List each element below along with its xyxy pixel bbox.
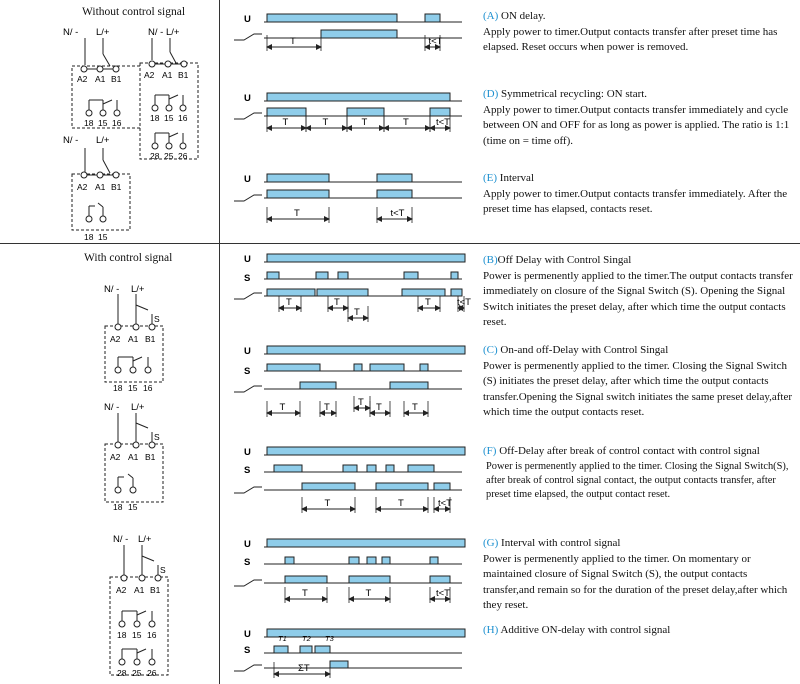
- wiring-d-a2: A2: [144, 70, 155, 80]
- e-dim-tl-label: t<T: [390, 208, 405, 219]
- h-contact-symbol: [234, 665, 262, 671]
- mode-e: [483, 171, 793, 218]
- f-dim-tl-label: t<T: [438, 498, 452, 509]
- mode-e-title: Interval: [499, 172, 534, 184]
- h-t3-label: T3: [325, 634, 334, 643]
- g-u-pulse: [267, 539, 465, 547]
- g-u-label: U: [244, 539, 251, 550]
- b-s-pulse: [451, 272, 458, 279]
- mode-f-text: Power is permenently applied to the timer. Closing the Signal Switch(S), after break of control signal contact, the output contacts transfer, after preset time elapsed, the output contact reset.: [486, 460, 789, 500]
- e-out-pulse: [377, 190, 412, 198]
- h-out-pulse: [330, 661, 348, 668]
- wiring-d-25: 25: [164, 151, 174, 161]
- g-out-pulse: [430, 576, 450, 583]
- a-u-pulse: [425, 14, 440, 22]
- section-title-without: Without control signal: [82, 6, 186, 18]
- wiring-b-a1: A1: [128, 334, 139, 344]
- b-s-pulse: [404, 272, 418, 279]
- mode-h: [483, 623, 793, 639]
- d-contact-symbol: [234, 113, 262, 119]
- g-s-pulse: [430, 557, 438, 564]
- f-contact-symbol: [234, 487, 262, 493]
- h-u-pulse: [267, 629, 465, 637]
- e-u-pulse: [267, 174, 329, 182]
- wiring-e-15: 15: [98, 232, 108, 242]
- wiring-g-s: S: [160, 565, 166, 575]
- h-s-pulse: [315, 646, 330, 653]
- d-out-pulse: [430, 108, 450, 116]
- wiring-b-l: L/+: [131, 284, 145, 295]
- mode-c: [483, 343, 793, 421]
- b-s-pulse: [267, 272, 279, 279]
- wiring-a-n: N/ -: [63, 27, 79, 38]
- g-s-pulse: [285, 557, 294, 564]
- mode-b-title: Off Delay with Control Singal: [497, 254, 632, 266]
- b-dim-t4-label: T: [425, 297, 431, 308]
- d-dim-t1-label: T: [282, 117, 289, 128]
- mode-d-text: Apply power to timer.Output contacts transfer immediately and cycle between ON and OFF for as long as power is applied. The ratio is 1:1 (time on = time off).: [483, 103, 790, 147]
- mode-h-title: Additive ON-delay with control signal: [500, 624, 671, 636]
- wiring-e-b1: B1: [111, 182, 122, 192]
- d-dim-t4-label: T: [403, 117, 409, 128]
- wiring-e-l: L/+: [96, 135, 110, 146]
- c-dim-t4-label: T: [376, 402, 382, 413]
- h-s-pulse: [300, 646, 312, 653]
- wiring-b-16: 16: [143, 383, 153, 393]
- b-out-pulse: [267, 289, 315, 296]
- wiring-f-a2: A2: [110, 452, 121, 462]
- b-dim-t2-label: T: [334, 297, 340, 308]
- a-contact-symbol: [234, 34, 262, 40]
- f-u-pulse: [267, 447, 465, 455]
- wiring-d-a1: A1: [162, 70, 173, 80]
- wiring-e-18: 18: [84, 232, 94, 242]
- wiring-a-a2: A2: [77, 74, 88, 84]
- mode-a: [483, 9, 793, 56]
- wiring-a-15: 15: [98, 118, 108, 128]
- c-dim-t3-label: T: [358, 397, 364, 408]
- b-contact-symbol: [234, 293, 262, 299]
- c-out-pulse: [300, 382, 336, 389]
- wiring-f-n: N/ -: [104, 402, 120, 413]
- b-s-pulse: [316, 272, 328, 279]
- wiring-a-l: L/+: [96, 27, 110, 38]
- c-s-pulse: [420, 364, 428, 371]
- mode-a-text: Apply power to timer.Output contacts transfer after preset time has elapsed. Reset occurs when power is removed.: [483, 25, 778, 53]
- mode-b-text: Power is permenently applied to the timer.The output contacts transfer immediately on closure of the Signal Switch (S). Opening the Signal Switch initiates the preset delay, after which time the output contacts reset.: [483, 269, 793, 328]
- wiring-g-a2: A2: [116, 585, 127, 595]
- mode-c-code: (C): [483, 344, 498, 356]
- f-s-pulse: [343, 465, 357, 472]
- wiring-d-l: L/+: [166, 27, 180, 38]
- a-out-pulse: [321, 30, 397, 38]
- mode-b-code: (B): [483, 254, 498, 266]
- wiring-f-15: 15: [128, 502, 138, 512]
- wiring-g-25: 25: [132, 668, 142, 678]
- mode-f-code: (F): [483, 445, 497, 457]
- c-s-pulse: [354, 364, 362, 371]
- wiring-a-a1: A1: [95, 74, 106, 84]
- c-contact-symbol: [234, 386, 262, 392]
- wiring-b-18: 18: [113, 383, 123, 393]
- mode-d-title: Symmetrical recycling: ON start.: [501, 88, 648, 100]
- mode-g: [483, 536, 793, 614]
- wiring-g-16: 16: [147, 630, 157, 640]
- h-s-label: S: [244, 645, 251, 656]
- b-u-label: U: [244, 254, 251, 265]
- h-dim-sum-label: ΣT: [298, 663, 310, 674]
- wiring-f-l: L/+: [131, 402, 145, 413]
- b-dim-tl-label: t<T: [457, 297, 471, 308]
- c-u-pulse: [267, 346, 465, 354]
- e-contact-symbol: [234, 195, 262, 201]
- wiring-a-b1: B1: [111, 74, 122, 84]
- h-u-label: U: [244, 629, 251, 640]
- a-u-label: U: [244, 14, 251, 25]
- mode-g-code: (G): [483, 537, 499, 549]
- e-dim-t-label: T: [294, 208, 300, 219]
- h-s-pulse: [274, 646, 288, 653]
- c-s-pulse: [370, 364, 404, 371]
- wiring-d-28: 28: [150, 151, 160, 161]
- wiring-d-n: N/ -: [148, 27, 164, 38]
- wiring-g-15: 15: [132, 630, 142, 640]
- f-s-label: S: [244, 465, 251, 476]
- d-u-pulse: [267, 93, 450, 101]
- wiring-g-b1: B1: [150, 585, 161, 595]
- g-out-pulse: [285, 576, 327, 583]
- wiring-g-28: 28: [117, 668, 127, 678]
- wiring-e-n: N/ -: [63, 135, 79, 146]
- b-s-pulse: [338, 272, 348, 279]
- d-out-pulse: [267, 108, 306, 116]
- f-s-pulse: [386, 465, 394, 472]
- mode-g-title: Interval with control signal: [501, 537, 621, 549]
- g-dim-t1-label: T: [302, 588, 308, 599]
- mode-e-text: Apply power to timer.Output contacts transfer immediately. After the preset time has elapsed, contacts reset.: [483, 187, 788, 215]
- wiring-g-26: 26: [147, 668, 157, 678]
- b-dim-t1-label: T: [286, 297, 292, 308]
- g-out-pulse: [349, 576, 390, 583]
- d-out-pulse: [347, 108, 384, 116]
- mode-f-title: Off-Delay after break of control contact with control signal: [499, 445, 760, 457]
- h-t2-label: T2: [302, 634, 311, 643]
- wiring-d-16: 16: [178, 113, 188, 123]
- relay-wiring-d: [140, 38, 198, 159]
- g-s-pulse: [349, 557, 359, 564]
- d-dim-t3-label: T: [361, 117, 368, 128]
- section-title-with: With control signal: [84, 252, 173, 264]
- mode-d: [483, 87, 793, 149]
- mode-b: [483, 253, 793, 331]
- wiring-f-s: S: [154, 432, 160, 442]
- d-u-label: U: [244, 93, 251, 104]
- wiring-d-15: 15: [164, 113, 174, 123]
- wiring-g-18: 18: [117, 630, 127, 640]
- wiring-b-b1: B1: [145, 334, 156, 344]
- e-u-label: U: [244, 174, 251, 185]
- d-dim-t2-label: T: [322, 117, 329, 128]
- mode-f: [483, 444, 798, 502]
- f-dim-t2-label: T: [398, 498, 404, 509]
- g-s-pulse: [367, 557, 376, 564]
- a-dim-t-label: T: [290, 36, 296, 47]
- f-u-label: U: [244, 447, 251, 458]
- wiring-d-26: 26: [178, 151, 188, 161]
- f-s-pulse: [408, 465, 434, 472]
- wiring-b-15: 15: [128, 383, 138, 393]
- wiring-g-l: L/+: [138, 534, 152, 545]
- f-out-pulse: [302, 483, 355, 490]
- b-out-pulse: [402, 289, 445, 296]
- f-s-pulse: [274, 465, 302, 472]
- timing-diagrams: [222, 0, 482, 684]
- vertical-divider: [219, 0, 220, 684]
- g-dim-t2-label: T: [365, 588, 372, 599]
- wiring-g-a1: A1: [134, 585, 145, 595]
- b-s-label: S: [244, 273, 251, 284]
- c-dim-t1-label: T: [279, 402, 286, 413]
- f-out-pulse: [434, 483, 450, 490]
- wiring-d-b1: B1: [178, 70, 189, 80]
- wiring-e-a1: A1: [95, 182, 106, 192]
- a-dim-tl-label: t<T: [428, 36, 443, 47]
- g-s-pulse: [382, 557, 390, 564]
- c-u-label: U: [244, 346, 251, 357]
- b-out-pulse: [451, 289, 462, 296]
- wiring-d-18: 18: [150, 113, 160, 123]
- c-out-pulse: [390, 382, 428, 389]
- wiring-b-s: S: [154, 314, 160, 324]
- mode-e-code: (E): [483, 172, 498, 184]
- mode-a-code: (A): [483, 10, 499, 22]
- b-out-pulse: [317, 289, 368, 296]
- wiring-a-16: 16: [112, 118, 122, 128]
- mode-c-title: On-and off-Delay with Control Singal: [500, 344, 669, 356]
- mode-c-text: Power is permenently applied to the timer. Closing the Signal Switch (S) initiates the preset delay, after which time the output contacts transfer.Opening the Signal switch initiates the same preset delay,after which time the output contacts reset.: [483, 359, 793, 418]
- wiring-f-b1: B1: [145, 452, 156, 462]
- wiring-e-a2: A2: [77, 182, 88, 192]
- d-dim-tl-label: t<T: [436, 117, 450, 128]
- c-s-label: S: [244, 366, 251, 377]
- wiring-f-18: 18: [113, 502, 123, 512]
- g-dim-tl-label: t<T: [436, 588, 450, 599]
- wiring-g-n: N/ -: [113, 534, 129, 545]
- c-s-pulse: [267, 364, 320, 371]
- c-dim-t5-label: T: [412, 402, 418, 413]
- e-u-pulse: [377, 174, 412, 182]
- wiring-diagrams: [0, 0, 219, 684]
- c-dim-t2-label: T: [324, 402, 330, 413]
- wiring-b-n: N/ -: [104, 284, 120, 295]
- g-contact-symbol: [234, 580, 262, 586]
- b-u-pulse: [267, 254, 465, 262]
- g-s-label: S: [244, 557, 251, 568]
- h-t1-label: T1: [278, 634, 287, 643]
- wiring-b-a2: A2: [110, 334, 121, 344]
- mode-h-code: (H): [483, 624, 499, 636]
- f-dim-t1-label: T: [324, 498, 331, 509]
- wiring-f-a1: A1: [128, 452, 139, 462]
- mode-a-title: ON delay.: [501, 10, 546, 22]
- e-out-pulse: [267, 190, 329, 198]
- wiring-a-18: 18: [84, 118, 94, 128]
- mode-d-code: (D): [483, 88, 499, 100]
- b-dim-t3-label: T: [354, 307, 360, 318]
- mode-g-text: Power is permenently applied to the timer. On momentary or maintained closure of Signal Switch (S), the output contacts transfer,and remain so for the duration of the preset delay,after which they reset.: [483, 552, 788, 611]
- f-s-pulse: [367, 465, 376, 472]
- a-u-pulse: [267, 14, 397, 22]
- f-out-pulse: [376, 483, 428, 490]
